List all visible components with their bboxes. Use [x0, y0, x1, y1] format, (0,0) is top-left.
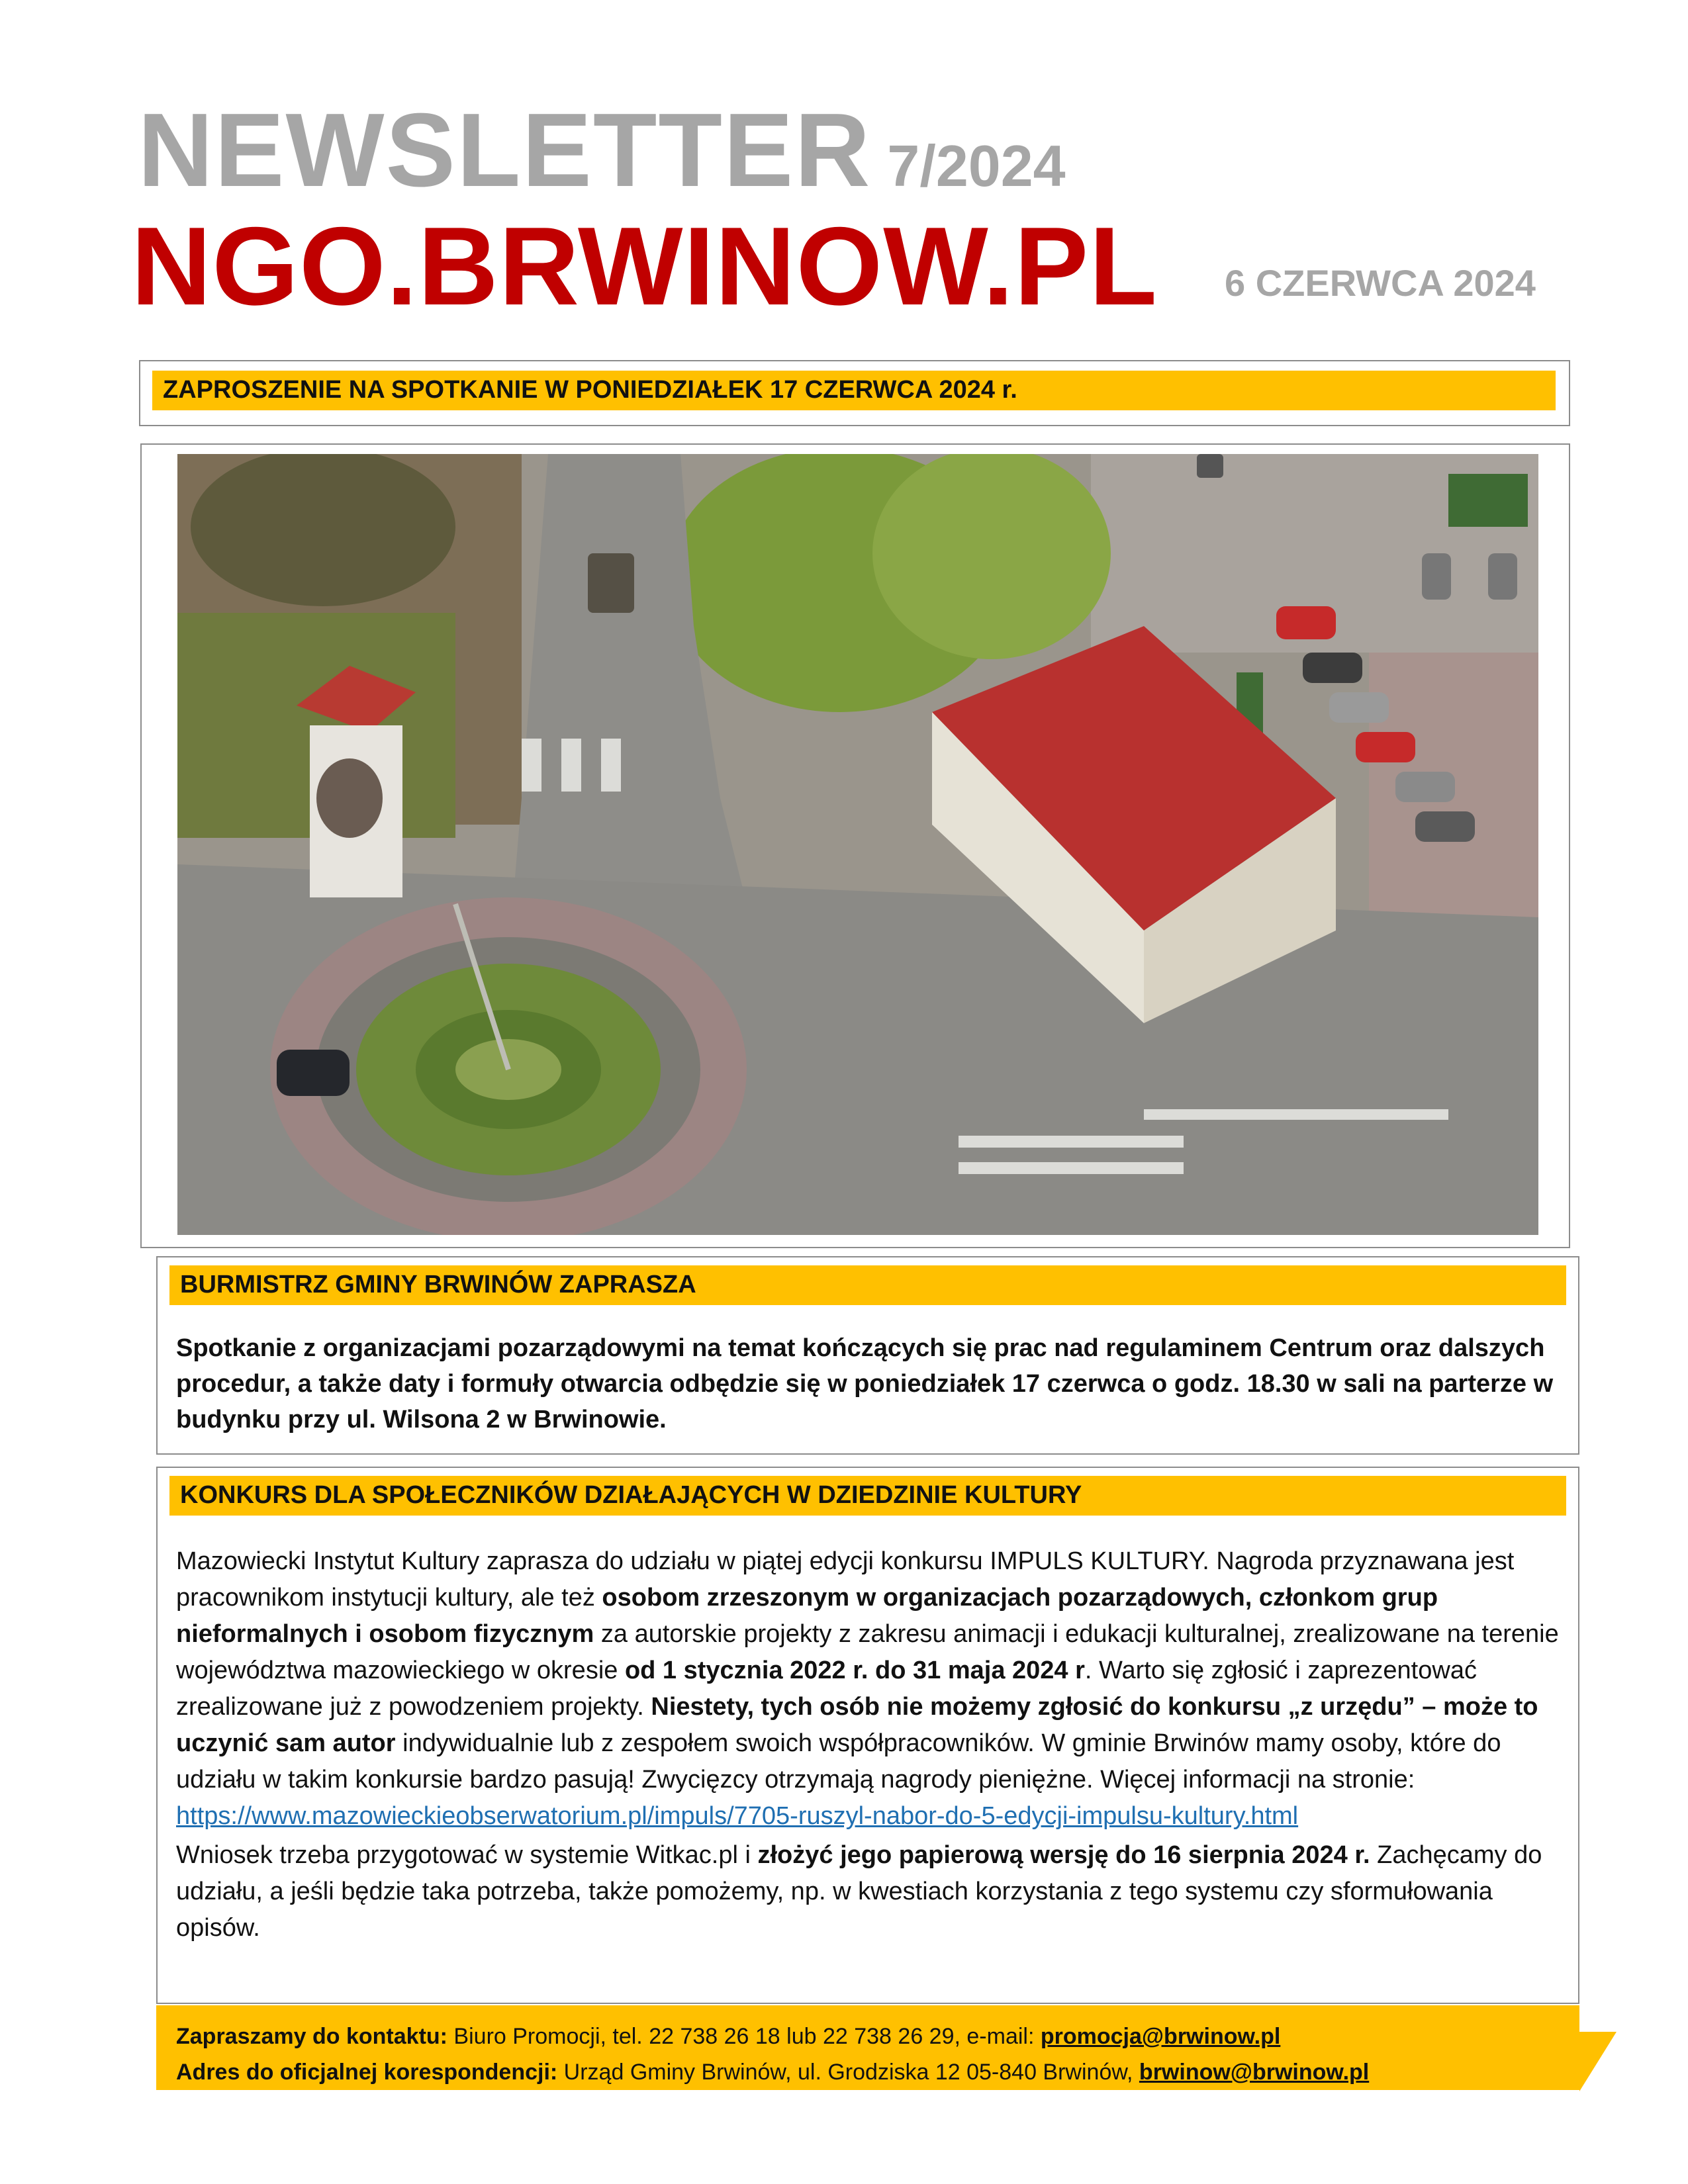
newsletter-date: 6 CZERWCA 2024 — [1225, 262, 1536, 304]
konkurs-text-a: Mazowiecki Instytut Kultury zaprasza do udziału w piątej edycji konkursu IMPULS KULTURY. Nagroda przyznawana jest pracownikom instytucji kultury, ale też — [176, 1547, 1515, 1612]
mayor-body: Spotkanie z organizacjami pozarządowymi na temat kończących się prac nad regulaminem Centrum oraz dalszych procedur, a także daty i formuły otwarcia odbędzie się w poniedziałek 17 czerwca o godz. 18.30 w sali na parterze w budynku przy ul. Wilsona 2 w Brwinowie. — [176, 1334, 1554, 1433]
address-email-link[interactable]: brwinow@brwinow.pl — [1139, 2060, 1370, 2085]
konkurs-text-b: osobom zrzeszonym w organizacjach pozarządowych, członkom grup nieformalnych i osobom fizycznym — [176, 1584, 1438, 1648]
site-name: NGO.BRWINOW.PL — [131, 204, 1158, 328]
address-label: Adres do oficjalnej korespondencji: — [176, 2060, 558, 2085]
newsletter-title-text: NEWSLETTER — [138, 92, 872, 208]
contact-label: Zapraszamy do kontaktu: — [176, 2024, 447, 2049]
address-line — [176, 2054, 1566, 2090]
contact-line — [176, 2019, 1566, 2054]
invite-heading: ZAPROSZENIE NA SPOTKANIE W PONIEDZIAŁEK 17 CZERWCA 2024 r. — [152, 371, 1556, 410]
contact-text: Biuro Promocji, tel. 22 738 26 18 lub 22 738 26 29, e-mail: — [447, 2024, 1041, 2049]
konkurs-text-g: indywidualnie lub z zespołem swoich współpracowników. W gminie Brwinów mamy osoby, które do udziału w takim konkursie bardzo pasują! Zwycięzcy otrzymają nagrody pieniężne. Więcej informacji na stronie: — [176, 1729, 1501, 1794]
konkurs-text-i: złożyć jego papierową wersję do 16 sierpnia 2024 r. — [757, 1841, 1370, 1869]
konkurs-text-f: Niestety, tych osób nie możemy zgłosić do konkursu „z urzędu” – może to uczynić sam autor — [176, 1693, 1538, 1757]
konkurs-text-h: Wniosek trzeba przygotować w systemie Witkac.pl i — [176, 1841, 758, 1869]
newsletter-issue: 7/2024 — [887, 133, 1066, 199]
konkurs-text-e: . Warto się zgłosić i zaprezentować zrealizowane już z powodzeniem projekty. — [176, 1657, 1477, 1721]
mayor-heading: BURMISTRZ GMINY BRWINÓW ZAPRASZA — [169, 1265, 1566, 1305]
konkurs-text-c: za autorskie projekty z zakresu animacji i edukacji kulturalnej, zrealizowane na terenie województwa mazowieckiego w okresie — [176, 1620, 1559, 1684]
address-text: Urząd Gminy Brwinów, ul. Grodziska 12 05-840 Brwinów, — [557, 2060, 1139, 2085]
konkurs-paragraph-2 — [176, 1837, 1566, 1946]
konkurs-paragraph-1 — [176, 1543, 1566, 1798]
newsletter-title — [138, 92, 1066, 208]
impuls-link[interactable]: https://www.mazowieckieobserwatorium.pl/impuls/7705-ruszyl-nabor-do-5-edycji-impulsu-kultury.html — [176, 1802, 1299, 1830]
konkurs-heading: KONKURS DLA SPOŁECZNIKÓW DZIAŁAJĄCYCH W DZIEDZINIE KULTURY — [169, 1476, 1566, 1516]
footer-text — [176, 2019, 1566, 2090]
footer-tail-shape — [1579, 2032, 1617, 2091]
konkurs-body — [176, 1543, 1566, 1946]
aerial-roundabout-photo-icon — [177, 454, 1538, 1235]
konkurs-text-d: od 1 stycznia 2022 r. do 31 maja 2024 r — [624, 1657, 1085, 1684]
contact-email-link[interactable]: promocja@brwinow.pl — [1040, 2024, 1281, 2049]
konkurs-text-j: Zachęcamy do udziału, a jeśli będzie taka potrzeba, także pomożemy, np. w kwestiach korzystania z tego systemu czy sformułowania opisów. — [176, 1841, 1542, 1942]
